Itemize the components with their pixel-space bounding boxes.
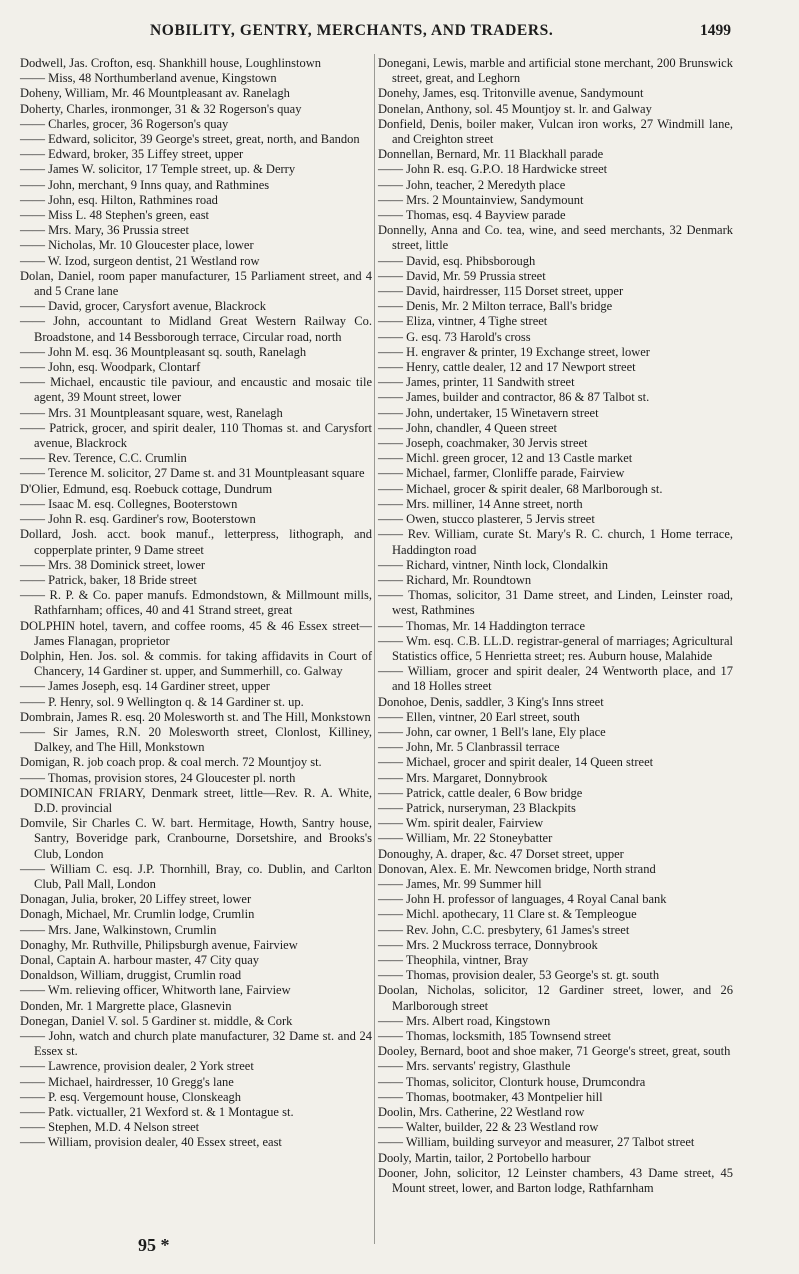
- directory-entry: —— Richard, vintner, Ninth lock, Clondalkin: [378, 557, 609, 572]
- directory-entry: Doheny, William, Mr. 46 Mountpleasant av. Ranelagh: [20, 86, 290, 101]
- directory-entry: Dombrain, James R. esq. 20 Molesworth st. and The Hill, Monkstown: [20, 709, 371, 724]
- directory-entry: —— David, esq. Phibsborough: [378, 253, 536, 268]
- page-header: [0, 18, 799, 42]
- directory-entry: —— William, building surveyor and measurer, 27 Talbot street: [378, 1135, 695, 1150]
- directory-entry: Dooley, Bernard, boot and shoe maker, 71 George's street, great, south: [378, 1044, 731, 1059]
- directory-entry: —— Theophila, vintner, Bray: [378, 952, 529, 967]
- directory-entry: Dolan, Daniel, room paper manufacturer, 15 Parliament street, and 4 and 5 Crane lane: [20, 268, 372, 299]
- directory-entry: —— Mrs. 2 Muckross terrace, Donnybrook: [378, 937, 598, 952]
- directory-entry: —— John, merchant, 9 Inns quay, and Rathmines: [20, 177, 270, 192]
- directory-entry: —— Mrs. Jane, Walkinstown, Crumlin: [20, 922, 217, 937]
- directory-entry: —— Edward, broker, 35 Liffey street, upper: [20, 147, 244, 162]
- directory-entry: —— Mrs. 38 Dominick street, lower: [20, 557, 206, 572]
- directory-entry: —— William C. esq. J.P. Thornhill, Bray, co. Dublin, and Carlton Club, Pall Mall, London: [20, 861, 372, 891]
- directory-entry: —— David, hairdresser, 115 Dorset street, upper: [378, 284, 624, 299]
- directory-entry: —— Michael, grocer and spirit dealer, 14 Queen street: [378, 755, 654, 770]
- directory-entry: DOMINICAN FRIARY, Denmark street, little—Rev. R. A. White, D.D. provincial: [20, 785, 372, 815]
- directory-entry: —— John M. esq. 36 Mountpleasant sq. south, Ranelagh: [20, 344, 307, 359]
- directory-entry: —— R. P. & Co. paper manufs. Edmondstown, & Millmount mills, Rathfarnham; offices, 40 and 41 Strand street, great: [20, 588, 372, 618]
- directory-entry: —— James, builder and contractor, 86 & 87 Talbot st.: [378, 390, 650, 405]
- right-column: [378, 56, 733, 1231]
- directory-entry: —— Terence M. solicitor, 27 Dame st. and 31 Mountpleasant square: [20, 466, 365, 481]
- directory-entry: Donagh, Michael, Mr. Crumlin lodge, Crumlin: [20, 907, 255, 922]
- directory-entry: Donnellan, Bernard, Mr. 11 Blackhall parade: [378, 147, 604, 162]
- directory-entry: —— Patrick, grocer, and spirit dealer, 110 Thomas st. and Carysfort avenue, Blackrock: [20, 420, 372, 451]
- directory-entry: Donehy, James, esq. Tritonville avenue, Sandymount: [378, 86, 644, 101]
- directory-entry: —— Rev. William, curate St. Mary's R. C. church, 1 Home terrace, Haddington road: [378, 527, 733, 557]
- directory-entry: —— Mrs. Mary, 36 Prussia street: [20, 223, 189, 238]
- directory-entry: Donegan, Daniel V. sol. 5 Gardiner st. middle, & Cork: [20, 1013, 293, 1028]
- directory-entry: Donohoe, Denis, saddler, 3 King's Inns street: [378, 694, 604, 709]
- signature-mark: 95 *: [138, 1235, 170, 1255]
- directory-entry: —— David, Mr. 59 Prussia street: [378, 268, 546, 283]
- directory-entry: —— Sir James, R.N. 20 Molesworth street, Clonlost, Killiney, Dalkey, and The Hill, Monkstown: [20, 724, 372, 755]
- directory-entry: Doherty, Charles, ironmonger, 31 & 32 Rogerson's quay: [20, 101, 302, 116]
- directory-entry: —— Wm. spirit dealer, Fairview: [378, 816, 544, 831]
- directory-entry: —— Thomas, solicitor, Clonturk house, Drumcondra: [378, 1074, 646, 1089]
- directory-entry: Domigan, R. job coach prop. & coal merch. 72 Mountjoy st.: [20, 755, 322, 770]
- directory-entry: —— Ellen, vintner, 20 Earl street, south: [378, 709, 580, 724]
- directory-entry: —— Rev. Terence, C.C. Crumlin: [20, 451, 187, 466]
- directory-entry: —— Michael, hairdresser, 10 Gregg's lane: [20, 1074, 234, 1089]
- directory-entry: —— Edward, solicitor, 39 George's street, great, north, and Bandon: [20, 132, 360, 147]
- directory-entry: —— Mrs. milliner, 14 Anne street, north: [378, 496, 583, 511]
- directory-entry: —— Thomas, solicitor, 31 Dame street, and Linden, Leinster road, west, Rathmines: [378, 588, 733, 618]
- directory-entry: —— Thomas, provision dealer, 53 George's st. gt. south: [378, 968, 660, 983]
- directory-entry: —— Patk. victualler, 21 Wexford st. & 1 Montague st.: [20, 1105, 294, 1120]
- directory-entry: Donfield, Denis, boiler maker, Vulcan iron works, 27 Windmill lane, and Creighton street: [378, 116, 733, 147]
- directory-entry: —— Michael, encaustic tile paviour, and encaustic and mosaic tile agent, 39 Mount street, lower: [20, 375, 372, 405]
- directory-entry: —— Wm. esq. C.B. LL.D. registrar-general of marriages; Agricultural Statistics office, 5 Henrietta street; res. Auburn house, Malahide: [378, 633, 733, 663]
- directory-entry: Donovan, Alex. E. Mr. Newcomen bridge, North strand: [378, 861, 656, 876]
- directory-entry: —— John H. professor of languages, 4 Royal Canal bank: [378, 892, 667, 907]
- directory-entry: —— Patrick, nurseryman, 23 Blackpits: [378, 800, 576, 815]
- directory-entry: Donoughy, A. draper, &c. 47 Dorset street, upper: [378, 846, 624, 861]
- directory-entry: —— John, car owner, 1 Bell's lane, Ely place: [378, 724, 606, 739]
- directory-entry: —— Mrs. 31 Mountpleasant square, west, Ranelagh: [20, 405, 283, 420]
- directory-entry: —— John, esq. Woodpark, Clontarf: [20, 360, 201, 375]
- directory-entry: —— John, chandler, 4 Queen street: [378, 420, 557, 435]
- directory-entry: Donden, Mr. 1 Margrette place, Glasnevin: [20, 998, 232, 1013]
- directory-entry: Donagan, Julia, broker, 20 Liffey street, lower: [20, 892, 252, 907]
- directory-entry: Doolin, Mrs. Catherine, 22 Westland row: [378, 1105, 585, 1120]
- directory-entry: —— John, watch and church plate manufacturer, 32 Dame st. and 24 Essex st.: [20, 1029, 372, 1059]
- directory-entry: —— John, undertaker, 15 Winetavern street: [378, 405, 599, 420]
- directory-entry: —— John, esq. Hilton, Rathmines road: [20, 192, 218, 207]
- directory-entry: —— Mrs. Albert road, Kingstown: [378, 1013, 551, 1028]
- directory-entry: —— Denis, Mr. 2 Milton terrace, Ball's bridge: [378, 299, 613, 314]
- directory-entry: —— Nicholas, Mr. 10 Gloucester place, lower: [20, 238, 254, 253]
- directory-entry: DOLPHIN hotel, tavern, and coffee rooms, 45 & 46 Essex street—James Flanagan, proprietor: [20, 618, 372, 648]
- directory-entry: —— Joseph, coachmaker, 30 Jervis street: [378, 436, 588, 451]
- directory-entry: —— James, printer, 11 Sandwith street: [378, 375, 575, 390]
- directory-entry: —— Miss L. 48 Stephen's green, east: [20, 208, 210, 223]
- directory-entry: Donaghy, Mr. Ruthville, Philipsburgh avenue, Fairview: [20, 937, 298, 952]
- page-number: 1499: [700, 22, 731, 39]
- directory-entry: —— P. Henry, sol. 9 Wellington q. & 14 Gardiner st. up.: [20, 694, 304, 709]
- directory-entry: —— P. esq. Vergemount house, Clonskeagh: [20, 1089, 242, 1104]
- directory-entry: —— Eliza, vintner, 4 Tighe street: [378, 314, 548, 329]
- directory-entry: —— William, provision dealer, 40 Essex street, east: [20, 1135, 282, 1150]
- directory-entry: —— James Joseph, esq. 14 Gardiner street, upper: [20, 679, 270, 694]
- directory-entry: —— Michael, grocer & spirit dealer, 68 Marlborough st.: [378, 481, 663, 496]
- directory-entry: —— Michl. green grocer, 12 and 13 Castle market: [378, 451, 633, 466]
- directory-entry: —— James W. solicitor, 17 Temple street, up. & Derry: [20, 162, 296, 177]
- directory-entry: Dooly, Martin, tailor, 2 Portobello harbour: [378, 1150, 591, 1165]
- directory-entry: Donnelly, Anna and Co. tea, wine, and seed merchants, 32 Denmark street, little: [378, 223, 733, 253]
- directory-entry: —— Thomas, provision stores, 24 Gloucester pl. north: [20, 770, 296, 785]
- directory-entry: —— Stephen, M.D. 4 Nelson street: [20, 1120, 200, 1135]
- directory-entry: Dodwell, Jas. Crofton, esq. Shankhill house, Loughlinstown: [20, 56, 322, 70]
- directory-entry: —— Rev. John, C.C. presbytery, 61 James's street: [378, 922, 630, 937]
- directory-entry: Donelan, Anthony, sol. 45 Mountjoy st. lr. and Galway: [378, 101, 652, 116]
- running-title: NOBILITY, GENTRY, MERCHANTS, AND TRADERS.: [150, 22, 554, 39]
- directory-entry: —— Henry, cattle dealer, 12 and 17 Newport street: [378, 360, 636, 375]
- directory-entry: —— John R. esq. Gardiner's row, Booterstown: [20, 512, 256, 527]
- directory-entry: —— Mrs. servants' registry, Glasthule: [378, 1059, 571, 1074]
- directory-entry: —— William, grocer and spirit dealer, 24 Wentworth place, and 17 and 18 Holles street: [378, 664, 733, 694]
- directory-entry: —— Charles, grocer, 36 Rogerson's quay: [20, 116, 229, 131]
- directory-entry: —— William, Mr. 22 Stoneybatter: [378, 831, 553, 846]
- directory-entry: —— Michl. apothecary, 11 Clare st. & Templeogue: [378, 907, 637, 922]
- directory-entry: —— Owen, stucco plasterer, 5 Jervis street: [378, 512, 595, 527]
- directory-entry: —— W. Izod, surgeon dentist, 21 Westland row: [20, 253, 260, 268]
- directory-entry: Domvile, Sir Charles C. W. bart. Hermitage, Howth, Santry house, Santry, Boveridge park, Cranbourne, Dorsetshire, and Brooks's Club, London: [20, 816, 372, 861]
- directory-entry: —— Thomas, locksmith, 185 Townsend street: [378, 1029, 612, 1043]
- directory-entry: Dolphin, Hen. Jos. sol. & commis. for taking affidavits in Court of Chancery, 14 Gardiner st. upper, and Summerhill, co. Galway: [20, 648, 372, 679]
- directory-entry: D'Olier, Edmund, esq. Roebuck cottage, Dundrum: [20, 481, 273, 496]
- directory-entry: —— Patrick, baker, 18 Bride street: [20, 572, 197, 587]
- directory-entry: Doolan, Nicholas, solicitor, 12 Gardiner street, lower, and 26 Marlborough street: [378, 983, 733, 1013]
- directory-entry: —— Thomas, Mr. 14 Haddington terrace: [378, 618, 586, 633]
- directory-entry: —— John R. esq. G.P.O. 18 Hardwicke street: [378, 162, 608, 177]
- directory-entry: —— Michael, farmer, Clonliffe parade, Fairview: [378, 466, 625, 481]
- directory-entry: —— Miss, 48 Northumberland avenue, Kingstown: [20, 71, 277, 86]
- directory-entry: Donegani, Lewis, marble and artificial stone merchant, 200 Brunswick street, great, and Leghorn: [378, 56, 733, 86]
- directory-entry: —— G. esq. 73 Harold's cross: [378, 329, 531, 344]
- directory-entry: —— Thomas, esq. 4 Bayview parade: [378, 208, 566, 223]
- directory-entry: —— Mrs. Margaret, Donnybrook: [378, 770, 548, 785]
- directory-entry: —— Richard, Mr. Roundtown: [378, 572, 532, 587]
- directory-entry: Dooner, John, solicitor, 12 Leinster chambers, 43 Dame street, 45 Mount street, lower, and Barton lodge, Rathfarnham: [378, 1165, 733, 1196]
- directory-entry: Dollard, Josh. acct. book manuf., letterpress, lithograph, and copperplate printer, 9 Dame street: [20, 527, 372, 557]
- directory-entry: Donal, Captain A. harbour master, 47 City quay: [20, 952, 260, 967]
- directory-entry: —— John, Mr. 5 Clanbrassil terrace: [378, 740, 560, 755]
- directory-entry: —— James, Mr. 99 Summer hill: [378, 876, 542, 891]
- directory-entry: —— Mrs. 2 Mountainview, Sandymount: [378, 192, 584, 207]
- left-column: [20, 56, 372, 1231]
- directory-entry: —— John, teacher, 2 Meredyth place: [378, 177, 566, 192]
- directory-entry: —— H. engraver & printer, 19 Exchange street, lower: [378, 344, 650, 359]
- directory-entry: —— Lawrence, provision dealer, 2 York street: [20, 1059, 254, 1074]
- directory-entry: —— Walter, builder, 22 & 23 Westland row: [378, 1120, 599, 1135]
- directory-entry: —— Thomas, bootmaker, 43 Montpelier hill: [378, 1089, 603, 1104]
- column-divider: [374, 54, 375, 1244]
- directory-entry: —— David, grocer, Carysfort avenue, Blackrock: [20, 299, 266, 314]
- directory-entry: Donaldson, William, druggist, Crumlin road: [20, 968, 242, 983]
- directory-entry: —— John, accountant to Midland Great Western Railway Co. Broadstone, and 14 Bessborough terrace, Circular road, north: [20, 314, 372, 344]
- directory-entry: —— Isaac M. esq. Collegnes, Booterstown: [20, 496, 238, 511]
- directory-entry: —— Wm. relieving officer, Whitworth lane, Fairview: [20, 983, 291, 998]
- directory-entry: —— Patrick, cattle dealer, 6 Bow bridge: [378, 785, 583, 800]
